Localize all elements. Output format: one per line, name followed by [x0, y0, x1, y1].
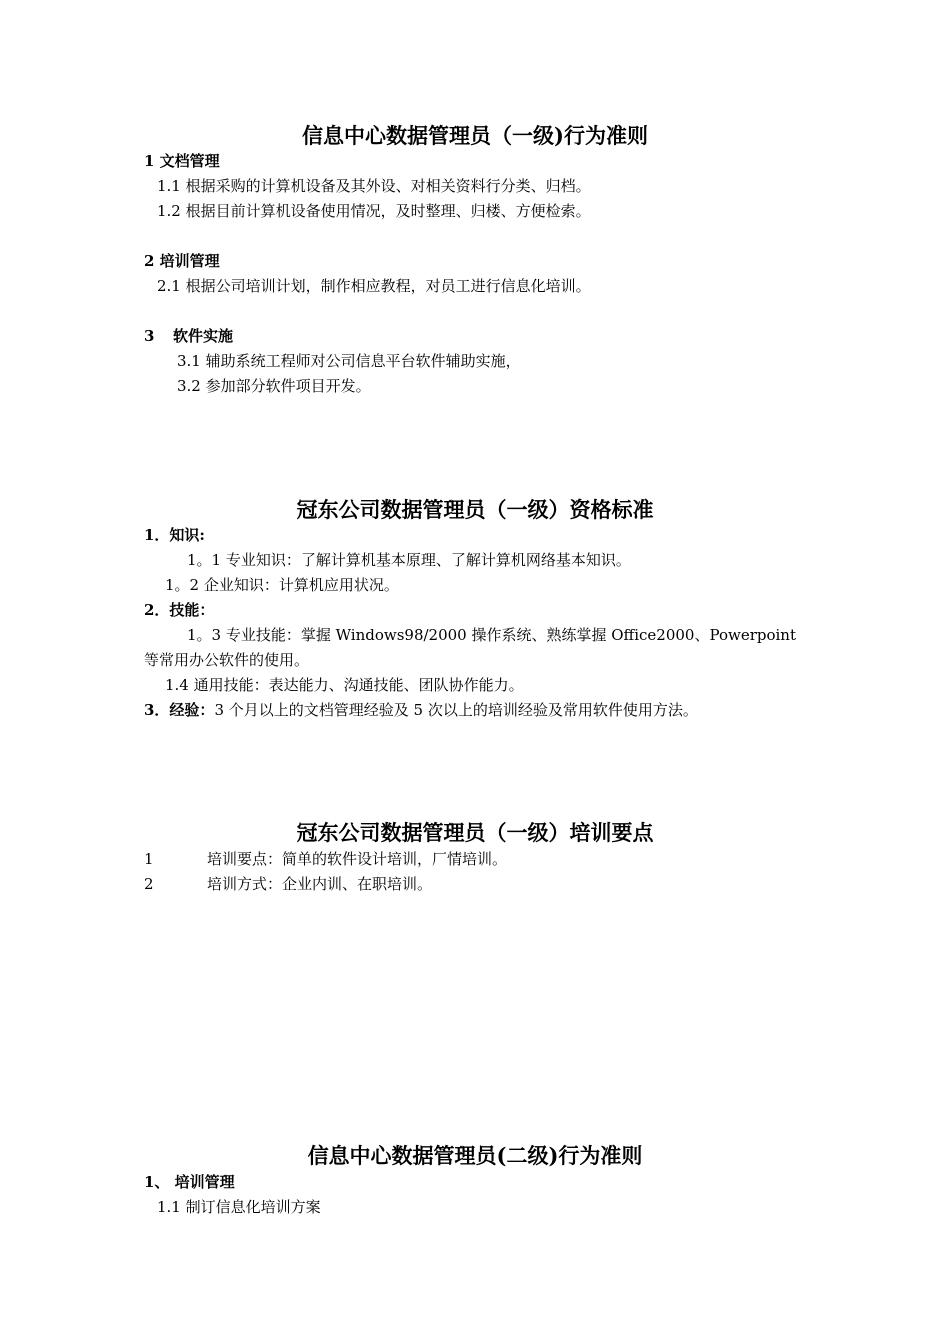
- list-item: 1。3 专业技能：掌握 Windows98/2000 操作系统、熟练掌握 Office2000、Powerpoint: [187, 626, 796, 644]
- list-item: 培训方式：企业内训、在职培训。: [207, 875, 433, 893]
- heading-text: 3 个月以上的文档管理经验及 5 次以上的培训经验及常用软件使用方法。: [214, 701, 698, 719]
- section-title: 信息中心数据管理员(二级)行为准则: [307, 1143, 643, 1168]
- list-item-number: 2: [144, 875, 154, 893]
- list-item-continuation: 等常用办公软件的使用。: [144, 651, 310, 669]
- section-heading: 软件实施: [173, 327, 234, 345]
- section-heading-number: 3: [144, 327, 155, 345]
- section-heading: 1．知识:: [144, 526, 205, 544]
- list-item: 培训要点：简单的软件设计培训，厂情培训。: [207, 850, 508, 868]
- list-item: 1.1 根据采购的计算机设备及其外设、对相关资料行分类、归档。: [157, 177, 591, 195]
- list-item: 2.1 根据公司培训计划，制作相应教程，对员工进行信息化培训。: [157, 277, 591, 295]
- section-title: 信息中心数据管理员（一级)行为准则: [302, 123, 648, 148]
- section-heading: 2 培训管理: [144, 252, 220, 270]
- section-heading: 3．经验：: [144, 701, 215, 719]
- section-heading-line: [144, 700, 698, 720]
- list-item: 1。1 专业知识：了解计算机基本原理、了解计算机网络基本知识。: [187, 551, 631, 569]
- list-item: 1.2 根据目前计算机设备使用情况，及时整理、归楼、方便检索。: [157, 202, 591, 220]
- list-item-number: 1: [144, 850, 154, 868]
- list-item: 1.1 制订信息化培训方案: [157, 1198, 321, 1216]
- list-item: 1。2 企业知识：计算机应用状况。: [165, 576, 399, 594]
- section-heading: 1、 培训管理: [144, 1173, 235, 1191]
- section-heading: 1 文档管理: [144, 152, 220, 170]
- list-item: 3.2 参加部分软件项目开发。: [177, 377, 371, 395]
- list-item: 3.1 辅助系统工程师对公司信息平台软件辅助实施，: [177, 352, 521, 370]
- section-heading: 2．技能：: [144, 601, 215, 619]
- list-item: 1.4 通用技能：表达能力、沟通技能、团队协作能力。: [165, 676, 524, 694]
- section-title: 冠东公司数据管理员（一级）资格标准: [296, 497, 654, 522]
- section-title: 冠东公司数据管理员（一级）培训要点: [296, 820, 654, 845]
